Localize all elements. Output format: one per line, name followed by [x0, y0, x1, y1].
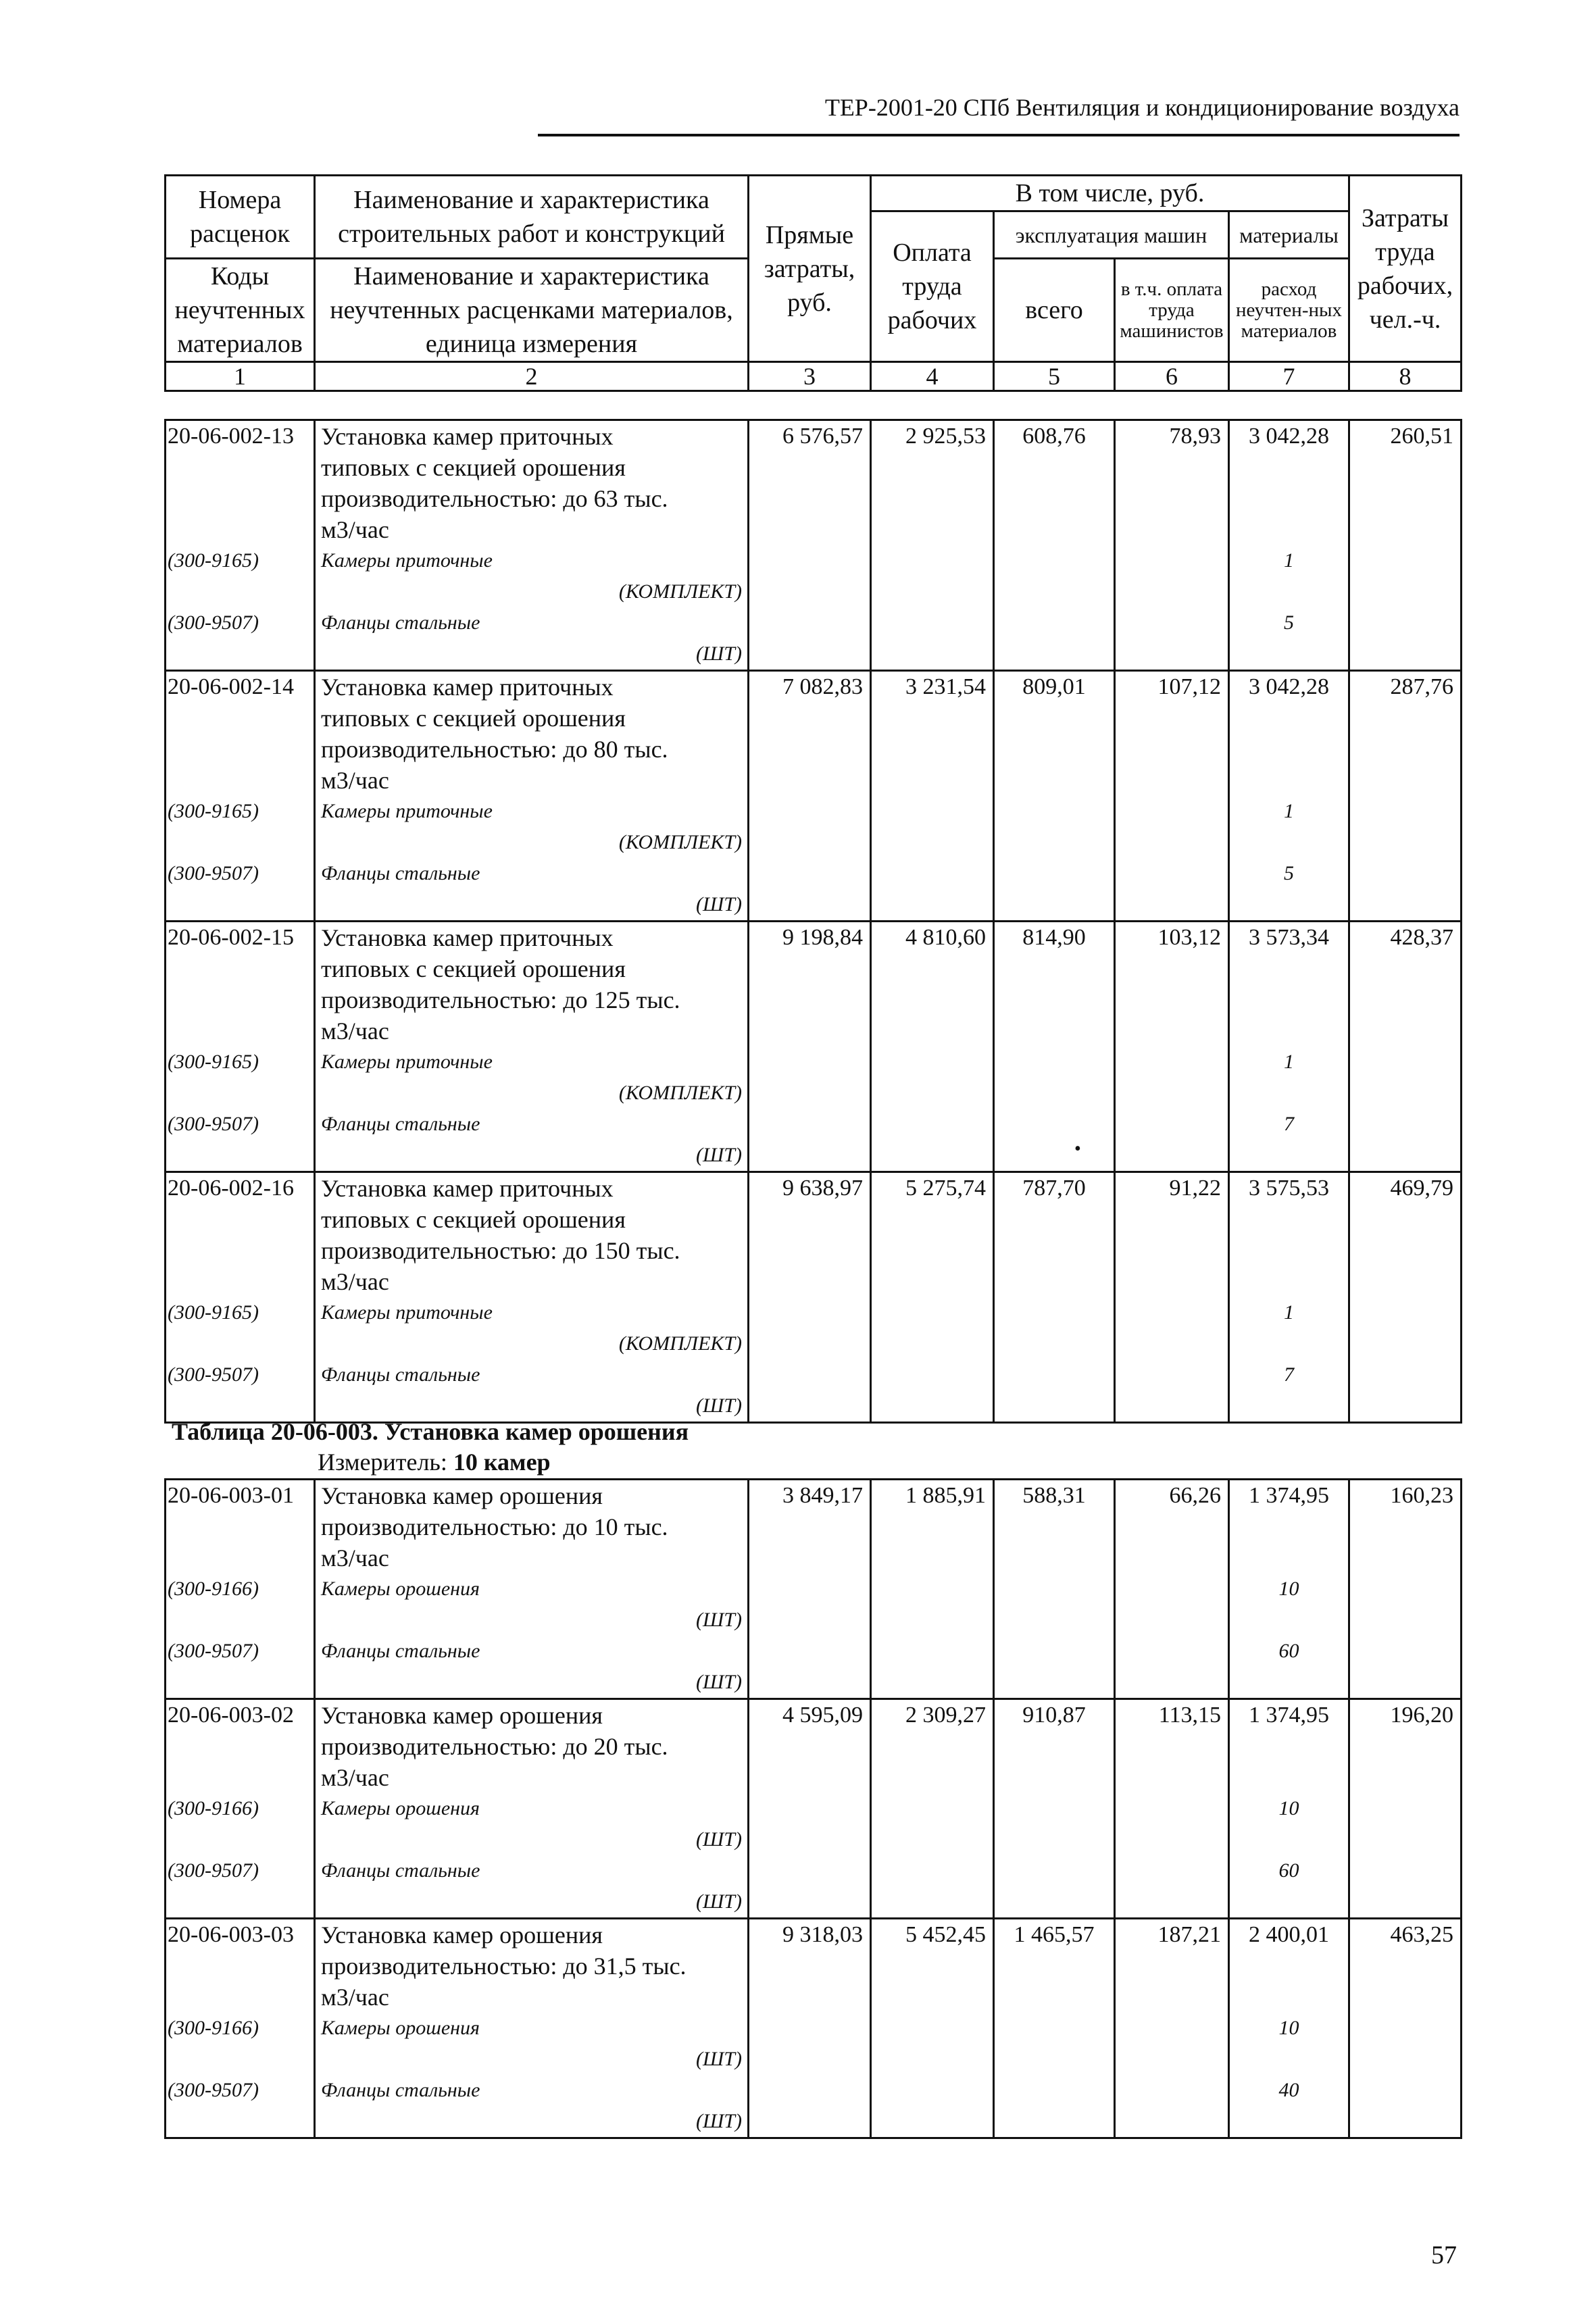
- spacer: [1230, 1328, 1348, 1359]
- value-cell: [1229, 1172, 1349, 1423]
- value-cell: [871, 1919, 994, 2138]
- scan-mark: •: [1074, 1138, 1081, 1159]
- rate-code: 20-06-002-15: [168, 925, 294, 950]
- material-name: Камеры приточные: [321, 549, 493, 572]
- running-head: ТЕР-2001-20 СПб Вентиляция и кондиционирование воздуха: [824, 94, 1460, 121]
- value-cell: [1115, 1699, 1229, 1919]
- spacer: [166, 1235, 314, 1266]
- running-head-rule: [538, 134, 1460, 136]
- spacer: [1230, 1390, 1348, 1422]
- work-description-line: м3/час: [321, 767, 389, 794]
- rate-value: 5 452,45: [905, 1922, 986, 1947]
- work-description-line: типовых с секцией орошения: [321, 454, 626, 481]
- material-code: (300-9507): [168, 862, 259, 884]
- rate-value: 91,22: [1169, 1176, 1221, 1201]
- spacer: [1230, 889, 1348, 920]
- work-description-line: Установка камер орошения: [321, 1482, 603, 1509]
- value-cell: [871, 1480, 994, 1699]
- spacer: [166, 1731, 314, 1762]
- material-quantity: 1: [1284, 1051, 1294, 1073]
- spacer: [1230, 1542, 1348, 1574]
- value-cell: [871, 1172, 994, 1423]
- material-code: (300-9507): [168, 1113, 259, 1135]
- work-description-line: Установка камер приточных: [321, 1175, 614, 1202]
- spacer: [166, 1762, 314, 1793]
- rate-code: 20-06-002-13: [168, 424, 294, 449]
- material-name: Камеры орошения: [321, 1578, 480, 1600]
- material-code: (300-9166): [168, 2017, 259, 2039]
- work-description-line: Установка камер орошения: [321, 1921, 603, 1948]
- value-cell: [1349, 1919, 1462, 2138]
- value-cell: [1229, 1480, 1349, 1699]
- column-number: 3: [749, 362, 871, 391]
- material-name: Фланцы стальные: [321, 611, 480, 634]
- column-number: 7: [1229, 362, 1349, 391]
- column-number: 8: [1349, 362, 1462, 391]
- work-description-line: м3/час: [321, 1764, 389, 1791]
- material-unit: (КОМПЛЕКТ): [618, 831, 742, 853]
- rate-value: 160,23: [1390, 1483, 1453, 1508]
- table-meter: [318, 1448, 551, 1476]
- description-cell: [315, 1699, 749, 1919]
- value-cell: [1229, 420, 1349, 671]
- spacer: [166, 1982, 314, 2013]
- material-code: (300-9165): [168, 1301, 259, 1324]
- value-cell: [1229, 1699, 1349, 1919]
- value-cell: [994, 1919, 1115, 2138]
- material-name: Фланцы стальные: [321, 1859, 480, 1882]
- value-cell: [1349, 1480, 1462, 1699]
- material-code: (300-9165): [168, 800, 259, 822]
- spacer: [166, 638, 314, 670]
- spacer: [166, 576, 314, 607]
- spacer: [1230, 2106, 1348, 2137]
- work-description-line: типовых с секцией орошения: [321, 1206, 626, 1233]
- work-description-line: производительностью: до 125 тыс.: [321, 986, 680, 1013]
- rate-code-cell: [166, 1919, 315, 2138]
- rate-code: 20-06-002-14: [168, 674, 294, 699]
- description-cell: [315, 922, 749, 1172]
- table-row: [166, 420, 1462, 671]
- description-cell: [315, 420, 749, 671]
- value-cell: [994, 922, 1115, 1172]
- material-quantity: 7: [1284, 1113, 1294, 1135]
- value-cell: [1349, 420, 1462, 671]
- material-name: Камеры приточные: [321, 800, 493, 822]
- material-code: (300-9507): [168, 1640, 259, 1662]
- spacer: [1230, 514, 1348, 545]
- spacer: [166, 703, 314, 734]
- spacer: [166, 827, 314, 858]
- material-unit: (ШТ): [696, 893, 742, 915]
- rate-value: 2 400,01: [1249, 1922, 1329, 1947]
- work-description-line: производительностью: до 31,5 тыс.: [321, 1953, 687, 1980]
- spacer: [166, 1204, 314, 1235]
- description-cell: [315, 1172, 749, 1423]
- column-number: 2: [315, 362, 749, 391]
- spacer: [1230, 1886, 1348, 1917]
- rate-value: 2 925,53: [905, 424, 986, 449]
- rate-value: 809,01: [1022, 674, 1086, 699]
- meter-value: 10 камер: [453, 1449, 551, 1476]
- work-description-line: м3/час: [321, 1984, 389, 2011]
- work-description-line: Установка камер приточных: [321, 423, 614, 450]
- spacer: [166, 889, 314, 920]
- value-cell: [1115, 1172, 1229, 1423]
- spacer: [166, 765, 314, 796]
- value-cell: [1115, 1919, 1229, 2138]
- rate-value: 1 374,95: [1249, 1703, 1329, 1728]
- header-direct-costs: Прямые затраты, руб.: [749, 176, 871, 362]
- value-cell: [994, 671, 1115, 922]
- value-cell: [1229, 671, 1349, 922]
- spacer: [1230, 734, 1348, 765]
- rate-value: 910,87: [1022, 1703, 1086, 1728]
- material-code: (300-9507): [168, 1859, 259, 1882]
- rate-value: 7 082,83: [782, 674, 863, 699]
- rate-value: 3 573,34: [1249, 925, 1329, 950]
- rate-code-cell: [166, 1699, 315, 1919]
- rate-value: 1 885,91: [905, 1483, 986, 1508]
- header-machine-operation: эксплуатация машин: [994, 211, 1229, 259]
- material-code: (300-9165): [168, 549, 259, 572]
- table-row: [166, 671, 1462, 922]
- rate-value: 588,31: [1022, 1483, 1086, 1508]
- spacer: [1230, 1140, 1348, 1171]
- spacer: [1230, 953, 1348, 984]
- spacer: [1230, 1731, 1348, 1762]
- work-description-line: производительностью: до 150 тыс.: [321, 1237, 680, 1264]
- spacer: [1230, 703, 1348, 734]
- header-materials: материалы: [1229, 211, 1349, 259]
- material-name: Фланцы стальные: [321, 1113, 480, 1135]
- spacer: [1230, 2044, 1348, 2075]
- value-cell: [749, 922, 871, 1172]
- material-quantity: 60: [1278, 1640, 1299, 1662]
- rate-code-cell: [166, 1480, 315, 1699]
- table-title: Таблица 20-06-003. Установка камер орошения: [172, 1418, 689, 1445]
- rate-value: 469,79: [1390, 1176, 1453, 1201]
- spacer: [1230, 1605, 1348, 1636]
- description-cell: [315, 1480, 749, 1699]
- material-quantity: 1: [1284, 1301, 1294, 1324]
- rate-code: 20-06-003-03: [168, 1922, 294, 1947]
- work-description-line: производительностью: до 20 тыс.: [321, 1733, 668, 1760]
- table-row: [166, 922, 1462, 1172]
- rate-value: 4 595,09: [782, 1703, 863, 1728]
- material-quantity: 40: [1278, 2079, 1299, 2101]
- value-cell: [1115, 671, 1229, 922]
- value-cell: [1115, 1480, 1229, 1699]
- spacer: [1230, 576, 1348, 607]
- rate-value: 5 275,74: [905, 1176, 986, 1201]
- material-name: Камеры приточные: [321, 1301, 493, 1324]
- work-description-line: типовых с секцией орошения: [321, 955, 626, 982]
- material-quantity: 7: [1284, 1363, 1294, 1386]
- spacer: [166, 953, 314, 984]
- spacer: [166, 984, 314, 1015]
- rates-table-20-06-003: [164, 1478, 1462, 2139]
- header-including-group: В том числе, руб.: [871, 176, 1349, 211]
- spacer: [1230, 1235, 1348, 1266]
- spacer: [1230, 638, 1348, 670]
- table-row: [166, 1480, 1462, 1699]
- work-description-line: Установка камер приточных: [321, 674, 614, 701]
- material-unit: (ШТ): [696, 643, 742, 665]
- spacer: [1230, 452, 1348, 483]
- value-cell: [994, 1172, 1115, 1423]
- rate-value: 6 576,57: [782, 424, 863, 449]
- spacer: [166, 1542, 314, 1574]
- material-name: Камеры орошения: [321, 1797, 480, 1819]
- spacer: [1230, 483, 1348, 514]
- rate-value: 463,25: [1390, 1922, 1453, 1947]
- value-cell: [1115, 420, 1229, 671]
- material-unit: (ШТ): [696, 1671, 742, 1693]
- header-unaccounted-codes: Коды неучтенных материалов: [166, 259, 315, 362]
- spacer: [166, 1824, 314, 1855]
- spacer: [166, 452, 314, 483]
- meter-label: Измеритель:: [318, 1449, 447, 1476]
- spacer: [166, 1328, 314, 1359]
- rate-value: 260,51: [1390, 424, 1453, 449]
- spacer: [166, 514, 314, 545]
- value-cell: [749, 1699, 871, 1919]
- material-quantity: 5: [1284, 862, 1294, 884]
- rate-value: 3 849,17: [782, 1483, 863, 1508]
- work-description-line: Установка камер приточных: [321, 924, 614, 951]
- material-quantity: 10: [1278, 1797, 1299, 1819]
- rate-value: 3 231,54: [905, 674, 986, 699]
- table-row: [166, 1919, 1462, 2138]
- header-material-consumption: расход неучтен-ных материалов: [1229, 259, 1349, 362]
- rate-value: 2 309,27: [905, 1703, 986, 1728]
- spacer: [166, 483, 314, 514]
- rate-value: 196,20: [1390, 1703, 1453, 1728]
- spacer: [166, 2106, 314, 2137]
- value-cell: [871, 922, 994, 1172]
- rate-value: 9 638,97: [782, 1176, 863, 1201]
- value-cell: [749, 671, 871, 922]
- value-cell: [871, 1699, 994, 1919]
- material-unit: (ШТ): [696, 1144, 742, 1166]
- value-cell: [1229, 922, 1349, 1172]
- rate-value: 1 374,95: [1249, 1483, 1329, 1508]
- rate-value: 287,76: [1390, 674, 1453, 699]
- rate-value: 103,12: [1157, 925, 1221, 950]
- value-cell: [994, 1699, 1115, 1919]
- spacer: [166, 1511, 314, 1542]
- material-code: (300-9507): [168, 1363, 259, 1386]
- value-cell: [994, 1480, 1115, 1699]
- spacer: [1230, 1762, 1348, 1793]
- rate-value: 187,21: [1157, 1922, 1221, 1947]
- page-number: 57: [1431, 2241, 1457, 2269]
- rate-value: 66,26: [1169, 1483, 1221, 1508]
- rate-value: 9 198,84: [782, 925, 863, 950]
- material-name: Камеры орошения: [321, 2017, 480, 2039]
- material-quantity: 1: [1284, 549, 1294, 572]
- rate-value: 608,76: [1022, 424, 1086, 449]
- spacer: [166, 1266, 314, 1297]
- work-description-line: производительностью: до 63 тыс.: [321, 485, 668, 512]
- material-unit: (ШТ): [696, 2048, 742, 2070]
- value-cell: [871, 671, 994, 922]
- spacer: [1230, 827, 1348, 858]
- rate-code-cell: [166, 922, 315, 1172]
- rate-value: 3 042,28: [1249, 424, 1329, 449]
- material-code: (300-9507): [168, 2079, 259, 2101]
- rate-value: 3 575,53: [1249, 1176, 1329, 1201]
- value-cell: [1349, 1699, 1462, 1919]
- value-cell: [749, 1919, 871, 2138]
- rate-value: 1 465,57: [1014, 1922, 1095, 1947]
- material-name: Фланцы стальные: [321, 862, 480, 884]
- material-code: (300-9166): [168, 1578, 259, 1600]
- description-cell: [315, 671, 749, 922]
- material-unit: (КОМПЛЕКТ): [618, 1332, 742, 1355]
- spacer: [166, 2044, 314, 2075]
- column-number: 5: [994, 362, 1115, 391]
- work-description-line: производительностью: до 10 тыс.: [321, 1513, 668, 1540]
- material-unit: (ШТ): [696, 2110, 742, 2132]
- value-cell: [1115, 922, 1229, 1172]
- material-unit: (ШТ): [696, 1828, 742, 1851]
- value-cell: [749, 1172, 871, 1423]
- work-description-line: Установка камер орошения: [321, 1702, 603, 1729]
- value-cell: [1349, 1172, 1462, 1423]
- table-row: [166, 1699, 1462, 1919]
- work-description-line: типовых с секцией орошения: [321, 705, 626, 732]
- spacer: [166, 1605, 314, 1636]
- header-machines-total: всего: [994, 259, 1115, 362]
- rates-table-20-06-002: [164, 419, 1462, 1424]
- material-unit: (КОМПЛЕКТ): [618, 1082, 742, 1104]
- material-quantity: 1: [1284, 800, 1294, 822]
- column-number: 4: [871, 362, 994, 391]
- material-quantity: 5: [1284, 611, 1294, 634]
- rate-value: 3 042,28: [1249, 674, 1329, 699]
- rate-code-cell: [166, 1172, 315, 1423]
- value-cell: [871, 420, 994, 671]
- header-rate-numbers: Номера расценок: [166, 176, 315, 259]
- value-cell: [994, 420, 1115, 671]
- spacer: [1230, 765, 1348, 796]
- spacer: [166, 1140, 314, 1171]
- header-work-name: Наименование и характеристика строительных работ и конструкций: [315, 176, 749, 259]
- value-cell: [749, 420, 871, 671]
- spacer: [1230, 1015, 1348, 1047]
- material-name: Фланцы стальные: [321, 1640, 480, 1662]
- material-quantity: 10: [1278, 1578, 1299, 1600]
- material-unit: (ШТ): [696, 1609, 742, 1631]
- rate-code: 20-06-003-01: [168, 1483, 294, 1508]
- material-code: (300-9166): [168, 1797, 259, 1819]
- table-header: [164, 174, 1462, 392]
- material-unit: (ШТ): [696, 1394, 742, 1417]
- description-cell: [315, 1919, 749, 2138]
- material-code: (300-9165): [168, 1051, 259, 1073]
- value-cell: [749, 1480, 871, 1699]
- material-name: Фланцы стальные: [321, 2079, 480, 2101]
- rate-value: 107,12: [1157, 674, 1221, 699]
- spacer: [1230, 1204, 1348, 1235]
- spacer: [1230, 984, 1348, 1015]
- material-quantity: 60: [1278, 1859, 1299, 1882]
- spacer: [166, 1951, 314, 1982]
- header-labor-hours: Затраты труда рабочих, чел.-ч.: [1349, 176, 1462, 362]
- work-description-line: м3/час: [321, 1544, 389, 1571]
- material-quantity: 10: [1278, 2017, 1299, 2039]
- rate-code: 20-06-002-16: [168, 1176, 294, 1201]
- spacer: [1230, 1951, 1348, 1982]
- rate-value: 4 810,60: [905, 925, 986, 950]
- rate-code-cell: [166, 671, 315, 922]
- work-description-line: м3/час: [321, 516, 389, 543]
- header-machinist-wages: в т.ч. оплата труда машинистов: [1115, 259, 1229, 362]
- material-name: Фланцы стальные: [321, 1363, 480, 1386]
- spacer: [1230, 1266, 1348, 1297]
- spacer: [166, 734, 314, 765]
- rate-value: 428,37: [1390, 925, 1453, 950]
- work-description-line: производительностью: до 80 тыс.: [321, 736, 668, 763]
- material-name: Камеры приточные: [321, 1051, 493, 1073]
- column-number: 6: [1115, 362, 1229, 391]
- material-unit: (КОМПЛЕКТ): [618, 580, 742, 603]
- spacer: [166, 1886, 314, 1917]
- value-cell: [1349, 671, 1462, 922]
- spacer: [166, 1015, 314, 1047]
- rate-value: 787,70: [1022, 1176, 1086, 1201]
- header-material-name: Наименование и характеристика неучтенных расценками материалов, единица измерения: [315, 259, 749, 362]
- spacer: [166, 1078, 314, 1109]
- rate-value: 78,93: [1169, 424, 1221, 449]
- rate-value: 814,90: [1022, 925, 1086, 950]
- column-number: 1: [166, 362, 315, 391]
- spacer: [1230, 1078, 1348, 1109]
- rate-value: 9 318,03: [782, 1922, 863, 1947]
- material-unit: (ШТ): [696, 1890, 742, 1913]
- spacer: [1230, 1511, 1348, 1542]
- table-row: [166, 1172, 1462, 1423]
- spacer: [1230, 1667, 1348, 1698]
- rate-code: 20-06-003-02: [168, 1703, 294, 1728]
- material-code: (300-9507): [168, 611, 259, 634]
- header-worker-wages: Оплата труда рабочих: [871, 211, 994, 362]
- value-cell: [1349, 922, 1462, 1172]
- work-description-line: м3/час: [321, 1017, 389, 1045]
- spacer: [1230, 1824, 1348, 1855]
- spacer: [166, 1667, 314, 1698]
- spacer: [1230, 1982, 1348, 2013]
- rate-code-cell: [166, 420, 315, 671]
- rate-value: 113,15: [1158, 1703, 1221, 1728]
- work-description-line: м3/час: [321, 1268, 389, 1295]
- value-cell: [1229, 1919, 1349, 2138]
